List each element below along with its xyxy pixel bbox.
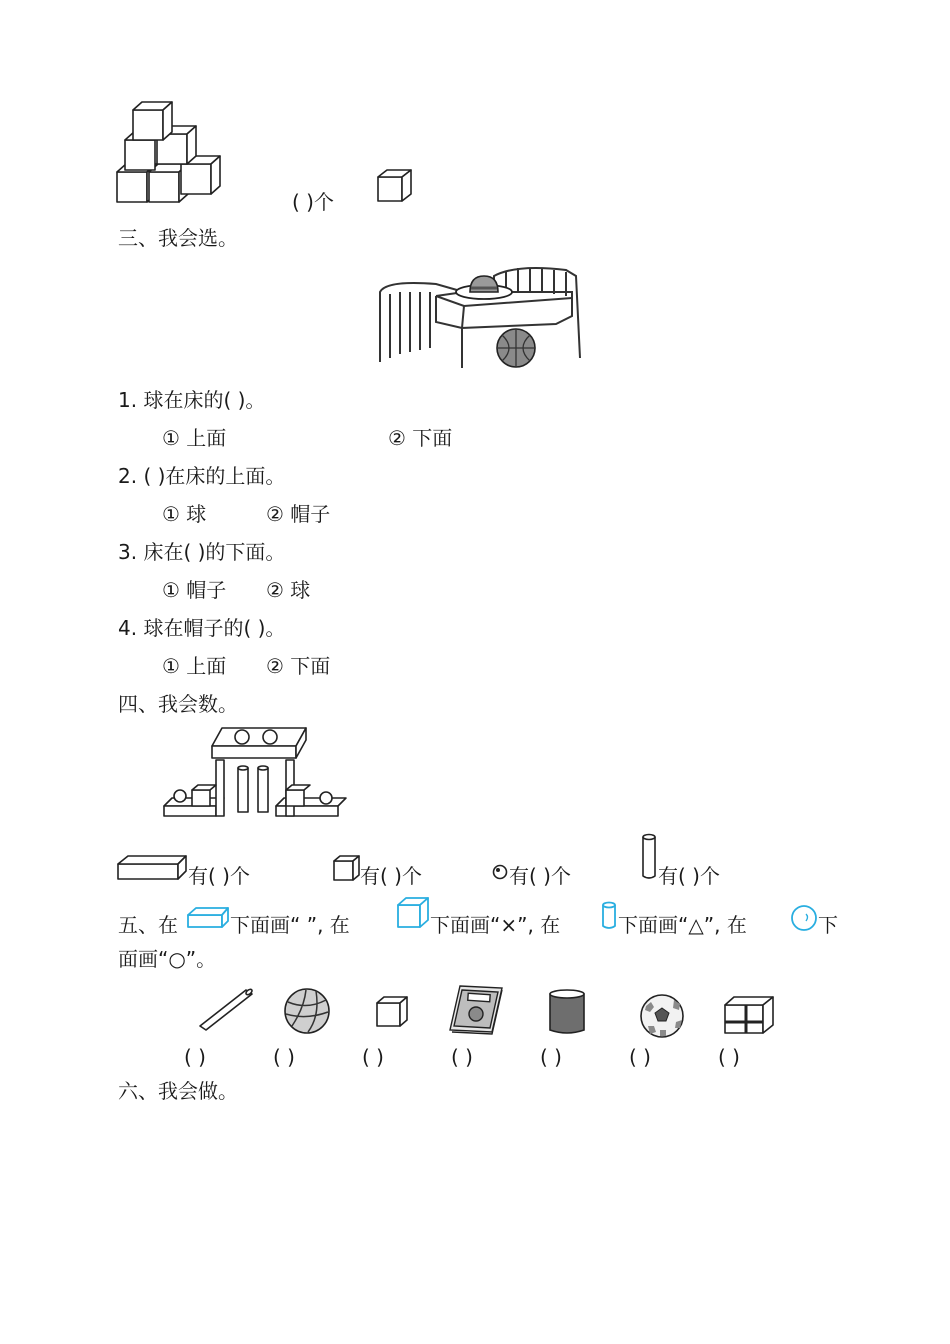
section4-title: 四、我会数。 bbox=[118, 692, 238, 716]
sphere-icon bbox=[492, 864, 508, 880]
bed-icon bbox=[376, 262, 584, 372]
question-3: 3. 床在( )的下面。 bbox=[118, 540, 286, 564]
basketball-icon bbox=[497, 329, 535, 367]
q2-option-1[interactable]: ① 球 bbox=[162, 502, 207, 526]
section6-title: 六、我会做。 bbox=[118, 1079, 238, 1103]
cylinder-count[interactable]: 有( )个 bbox=[658, 864, 720, 888]
q1-option-1[interactable]: ① 上面 bbox=[162, 426, 227, 450]
q3-option-2[interactable]: ② 球 bbox=[266, 578, 311, 602]
soccer-ball-icon bbox=[638, 992, 686, 1040]
cuboid-icon bbox=[116, 854, 188, 882]
answer-blank-7[interactable]: ( ) bbox=[718, 1045, 740, 1069]
answer-blank-5[interactable]: ( ) bbox=[540, 1045, 562, 1069]
cuboid-count[interactable]: 有( )个 bbox=[188, 864, 250, 888]
section3-title: 三、我会选。 bbox=[118, 226, 238, 250]
q3-option-1[interactable]: ① 帽子 bbox=[162, 578, 227, 602]
cube-icon bbox=[376, 168, 414, 204]
cylinder-icon bbox=[600, 900, 618, 932]
q4-option-2[interactable]: ② 下面 bbox=[266, 654, 331, 678]
sphere-count[interactable]: 有( )个 bbox=[509, 864, 571, 888]
section5-line2: 面画“○”。 bbox=[118, 947, 217, 971]
section5-text-3: 下面画“×”, 在 bbox=[430, 913, 561, 937]
cuboid-icon bbox=[186, 906, 230, 930]
box-icon bbox=[722, 994, 776, 1036]
cube-icon bbox=[332, 854, 360, 882]
cube-stack-icon bbox=[114, 100, 224, 206]
answer-blank-2[interactable]: ( ) bbox=[273, 1045, 295, 1069]
answer-blank-3[interactable]: ( ) bbox=[362, 1045, 384, 1069]
volleyball-icon bbox=[282, 986, 332, 1036]
book-icon bbox=[446, 984, 506, 1036]
q4-option-1[interactable]: ① 上面 bbox=[162, 654, 227, 678]
question-1: 1. 球在床的( )。 bbox=[118, 388, 266, 412]
q1-option-2[interactable]: ② 下面 bbox=[388, 426, 453, 450]
cylinder-icon bbox=[640, 832, 660, 882]
section5-title-start: 五、在 bbox=[118, 913, 178, 937]
stick-icon bbox=[196, 986, 256, 1034]
cube-count-blank[interactable]: ( )个 bbox=[292, 190, 334, 214]
block-building-icon bbox=[160, 724, 350, 820]
answer-blank-1[interactable]: ( ) bbox=[184, 1045, 206, 1069]
can-icon bbox=[546, 988, 588, 1038]
q2-option-2[interactable]: ② 帽子 bbox=[266, 502, 331, 526]
answer-blank-4[interactable]: ( ) bbox=[451, 1045, 473, 1069]
cube-icon bbox=[396, 896, 430, 930]
sphere-icon bbox=[790, 904, 818, 932]
cube-count[interactable]: 有( )个 bbox=[360, 864, 422, 888]
section5-text-4: 下面画“△”, 在 bbox=[618, 913, 747, 937]
question-2: 2. ( )在床的上面。 bbox=[118, 464, 286, 488]
question-4: 4. 球在帽子的( )。 bbox=[118, 616, 286, 640]
hat-icon bbox=[456, 276, 512, 299]
section5-text-5: 下 bbox=[818, 913, 838, 937]
cube-icon bbox=[374, 994, 410, 1030]
section5-text-2: 下面画“ ”, 在 bbox=[230, 913, 350, 937]
answer-blank-6[interactable]: ( ) bbox=[629, 1045, 651, 1069]
